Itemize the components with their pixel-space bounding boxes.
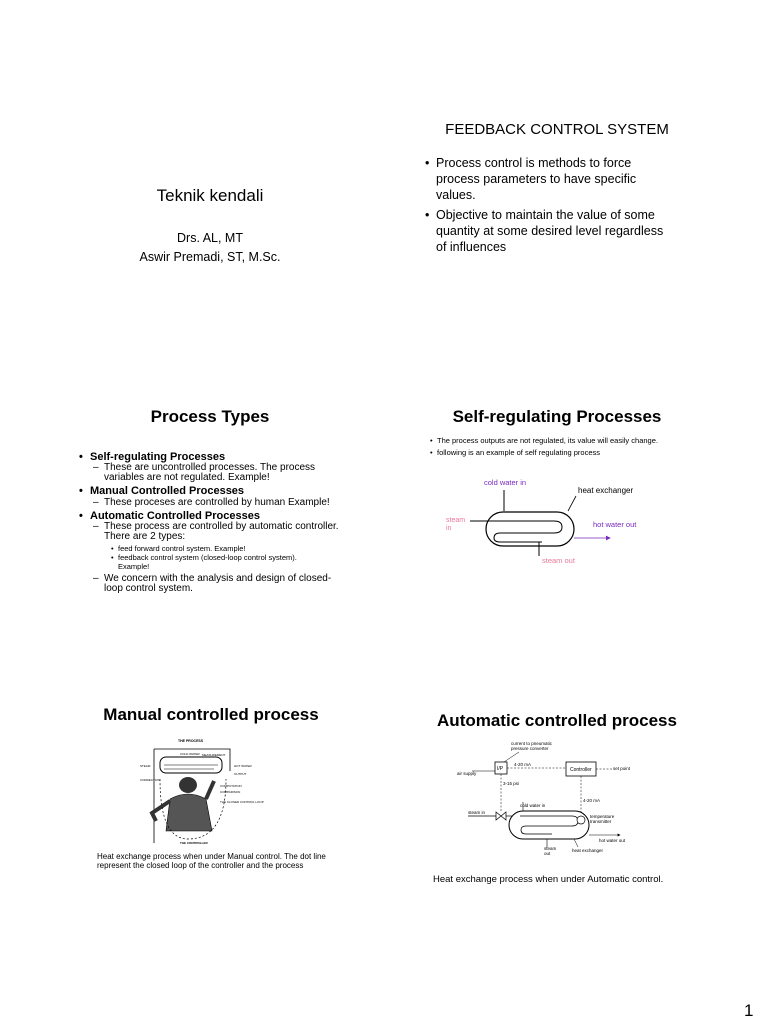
svg-text:COMPUTATION: COMPUTATION	[220, 784, 242, 788]
svg-text:OUTPUT: OUTPUT	[234, 772, 247, 776]
slide3-item-1-desc: – These are uncontrolled processes. The process variables are not regulated. Example!	[104, 463, 380, 483]
slide3-item-1: • Self-regulating Processes	[90, 451, 380, 463]
svg-text:THE PROCESS: THE PROCESS	[178, 739, 204, 743]
slide3-content	[90, 451, 380, 594]
svg-text:steam: steam	[544, 846, 557, 851]
svg-text:transmitter: transmitter	[590, 819, 612, 824]
slide-self-regulating	[384, 390, 768, 680]
svg-text:4-20 mA: 4-20 mA	[583, 798, 601, 803]
svg-text:THE CONTROLLER: THE CONTROLLER	[180, 841, 208, 845]
slide2-title: FEEDBACK CONTROL SYSTEM	[445, 121, 669, 138]
slide-manual-control	[0, 690, 384, 980]
svg-text:in: in	[446, 525, 452, 532]
svg-text:steam in: steam in	[468, 810, 486, 815]
cold-water-in-label: cold water in	[484, 478, 527, 487]
slide2-bullet-2: • Objective to maintain the value of some quantity at some desired level regardless of influences	[436, 207, 663, 255]
slide-process-types	[0, 390, 384, 680]
svg-text:hot water out: hot water out	[599, 838, 626, 843]
manual-control-figure	[140, 735, 264, 845]
slide3-item-3-note: – We concern with the analysis and design of closed- loop control system.	[104, 574, 380, 594]
svg-text:pressure converter: pressure converter	[511, 746, 549, 751]
slide3-item-3-desc: – These process are controlled by automatic controller. There are 2 types:	[104, 522, 380, 542]
svg-text:I/P: I/P	[497, 766, 504, 772]
page-number: 1	[744, 1001, 754, 1020]
slide3-item-3: • Automatic Controlled Processes	[90, 510, 380, 522]
svg-text:heat exchanger: heat exchanger	[572, 848, 604, 853]
slide6-title: Automatic controlled process	[437, 711, 677, 730]
control-valve	[496, 812, 506, 820]
slide-automatic-control	[384, 690, 768, 980]
slide3-item-2-desc: – These proceses are controlled by human Example!	[104, 497, 380, 509]
svg-text:COLD WATER: COLD WATER	[180, 752, 200, 756]
heat-exchanger-shell	[509, 811, 589, 839]
svg-text:temperature: temperature	[590, 814, 615, 819]
svg-text:air supply: air supply	[457, 771, 477, 776]
svg-text:COMPARISON: COMPARISON	[220, 790, 241, 794]
slide3-item-2: • Manual Controlled Processes	[90, 485, 380, 497]
heat-exchanger-shell	[486, 512, 574, 546]
slide1-author-2: Aswir Premadi, ST, M.Sc.	[139, 250, 281, 264]
svg-text:THE CLOSED CONTROL LOOP: THE CLOSED CONTROL LOOP	[220, 800, 264, 804]
temperature-transmitter	[577, 816, 585, 824]
svg-text:set point: set point	[613, 766, 631, 771]
svg-text:HOT WATER: HOT WATER	[234, 764, 252, 768]
svg-text:4-20 mA: 4-20 mA	[514, 762, 532, 767]
slide-title	[0, 0, 384, 290]
automatic-control-diagram	[384, 690, 768, 980]
slide5-title: Manual controlled process	[103, 705, 319, 724]
svg-text:out: out	[544, 851, 551, 856]
svg-text:Controller: Controller	[570, 767, 592, 773]
steam-in-label: steam	[446, 517, 466, 524]
slide6-caption: Heat exchange process when under Automatic control.	[433, 874, 664, 885]
svg-text:3-15 psi: 3-15 psi	[503, 781, 520, 786]
slide5-caption: Heat exchange process when under Manual control. The dot line represent the closed loop of the controller and the process	[97, 852, 326, 870]
slide3-title: Process Types	[150, 407, 270, 426]
slide1-author-1: Drs. AL, MT	[177, 231, 243, 245]
svg-text:STEAM: STEAM	[140, 764, 151, 768]
svg-text:current to pneumatic: current to pneumatic	[511, 741, 553, 746]
slide3-types-list: • feed forward control system. Example! • feedback control system (closed-loop control system). Example!	[118, 544, 380, 571]
slide1-title: Teknik kendali	[156, 186, 264, 205]
svg-text:MEASUREMENT: MEASUREMENT	[202, 753, 226, 757]
slide2-bullet-1: • Process control is methods to force process parameters to have specific values.	[436, 155, 663, 203]
slide4-bullets: • The process outputs are not regulated, its value will easily change. • following is an example of self regulating process	[437, 435, 658, 459]
steam-out-label: steam out	[542, 556, 575, 565]
slide4-title: Self-regulating Processes	[452, 407, 662, 426]
slide2-bullet-list	[436, 155, 663, 255]
svg-text:CORRECTION: CORRECTION	[140, 778, 161, 782]
hot-water-out-label: hot water out	[593, 520, 637, 529]
self-regulating-diagram	[384, 390, 768, 680]
heat-exchanger-label: heat exchanger	[578, 486, 634, 495]
svg-text:cold water in: cold water in	[520, 803, 546, 808]
slide-feedback-control	[384, 0, 768, 290]
